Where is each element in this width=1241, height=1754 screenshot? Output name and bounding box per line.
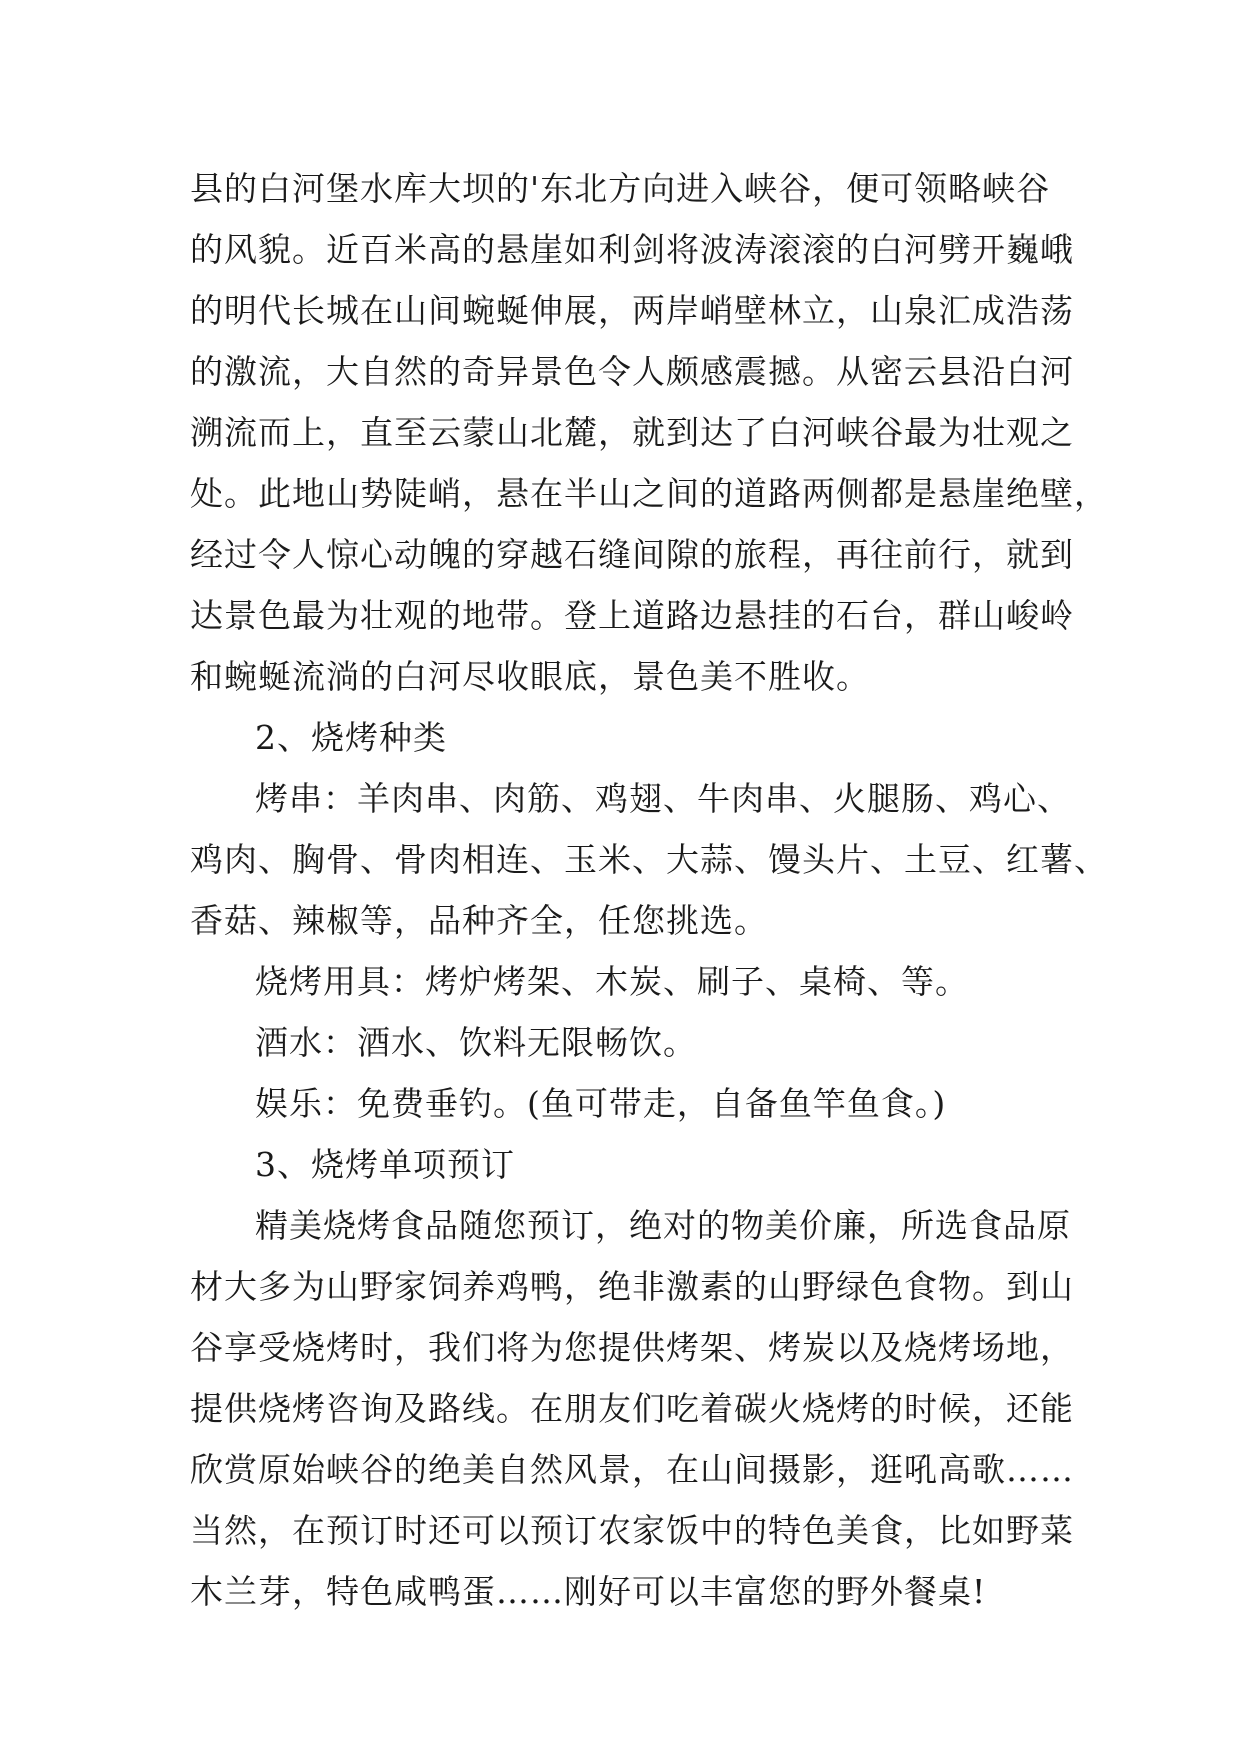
paragraph-line: 县的白河堡水库大坝的'东北方向进入峡谷，便可领略峡谷 <box>190 169 1051 208</box>
document-body <box>190 158 1108 1622</box>
paragraph-line: 的激流，大自然的奇异景色令人颇感震撼。从密云县沿白河 <box>190 352 1074 391</box>
paragraph-line: 木兰芽，特色咸鸭蛋……刚好可以丰富您的野外餐桌! <box>190 1572 987 1611</box>
paragraph-line: 达景色最为壮观的地带。登上道路边悬挂的石台，群山峻岭 <box>190 596 1074 635</box>
paragraph-line: 提供烧烤咨询及路线。在朋友们吃着碳火烧烤的时候，还能 <box>190 1389 1074 1428</box>
paragraph-line: 香菇、辣椒等，品种齐全，任您挑选。 <box>190 901 768 940</box>
paragraph-line: 当然，在预订时还可以预订农家饭中的特色美食，比如野菜 <box>190 1511 1074 1550</box>
paragraph-line: 经过令人惊心动魄的穿越石缝间隙的旅程，再往前行，就到 <box>190 535 1074 574</box>
paragraph-line: 材大多为山野家饲养鸡鸭，绝非激素的山野绿色食物。到山 <box>190 1267 1074 1306</box>
section-heading: 2、烧烤种类 <box>255 718 447 757</box>
paragraph-line: 鸡肉、胸骨、骨肉相连、玉米、大蒜、馒头片、土豆、红薯、 <box>190 840 1108 879</box>
paragraph-line: 谷享受烧烤时，我们将为您提供烤架、烤炭以及烧烤场地， <box>190 1328 1074 1367</box>
paragraph-line: 酒水：酒水、饮料无限畅饮。 <box>255 1023 697 1062</box>
paragraph-line: 精美烧烤食品随您预订，绝对的物美价廉，所选食品原 <box>255 1206 1071 1245</box>
section-heading: 3、烧烤单项预订 <box>255 1145 515 1184</box>
paragraph-line: 烧烤用具：烤炉烤架、木炭、刷子、桌椅、等。 <box>255 962 969 1001</box>
paragraph-line: 的明代长城在山间蜿蜒伸展，两岸峭壁林立，山泉汇成浩荡 <box>190 291 1074 330</box>
paragraph-line: 的风貌。近百米高的悬崖如利剑将波涛滚滚的白河劈开巍峨 <box>190 230 1074 269</box>
paragraph-line: 和蜿蜒流淌的白河尽收眼底，景色美不胜收。 <box>190 657 870 696</box>
paragraph-line: 处。此地山势陡峭，悬在半山之间的道路两侧都是悬崖绝壁， <box>190 474 1108 513</box>
paragraph-line: 欣赏原始峡谷的绝美自然风景，在山间摄影，逛吼高歌…… <box>190 1450 1074 1489</box>
paragraph-line: 烤串：羊肉串、肉筋、鸡翅、牛肉串、火腿肠、鸡心、 <box>255 779 1071 818</box>
paragraph-line: 娱乐：免费垂钓。(鱼可带走，自备鱼竿鱼食。) <box>255 1084 947 1123</box>
paragraph-line: 溯流而上，直至云蒙山北麓，就到达了白河峡谷最为壮观之 <box>190 413 1074 452</box>
